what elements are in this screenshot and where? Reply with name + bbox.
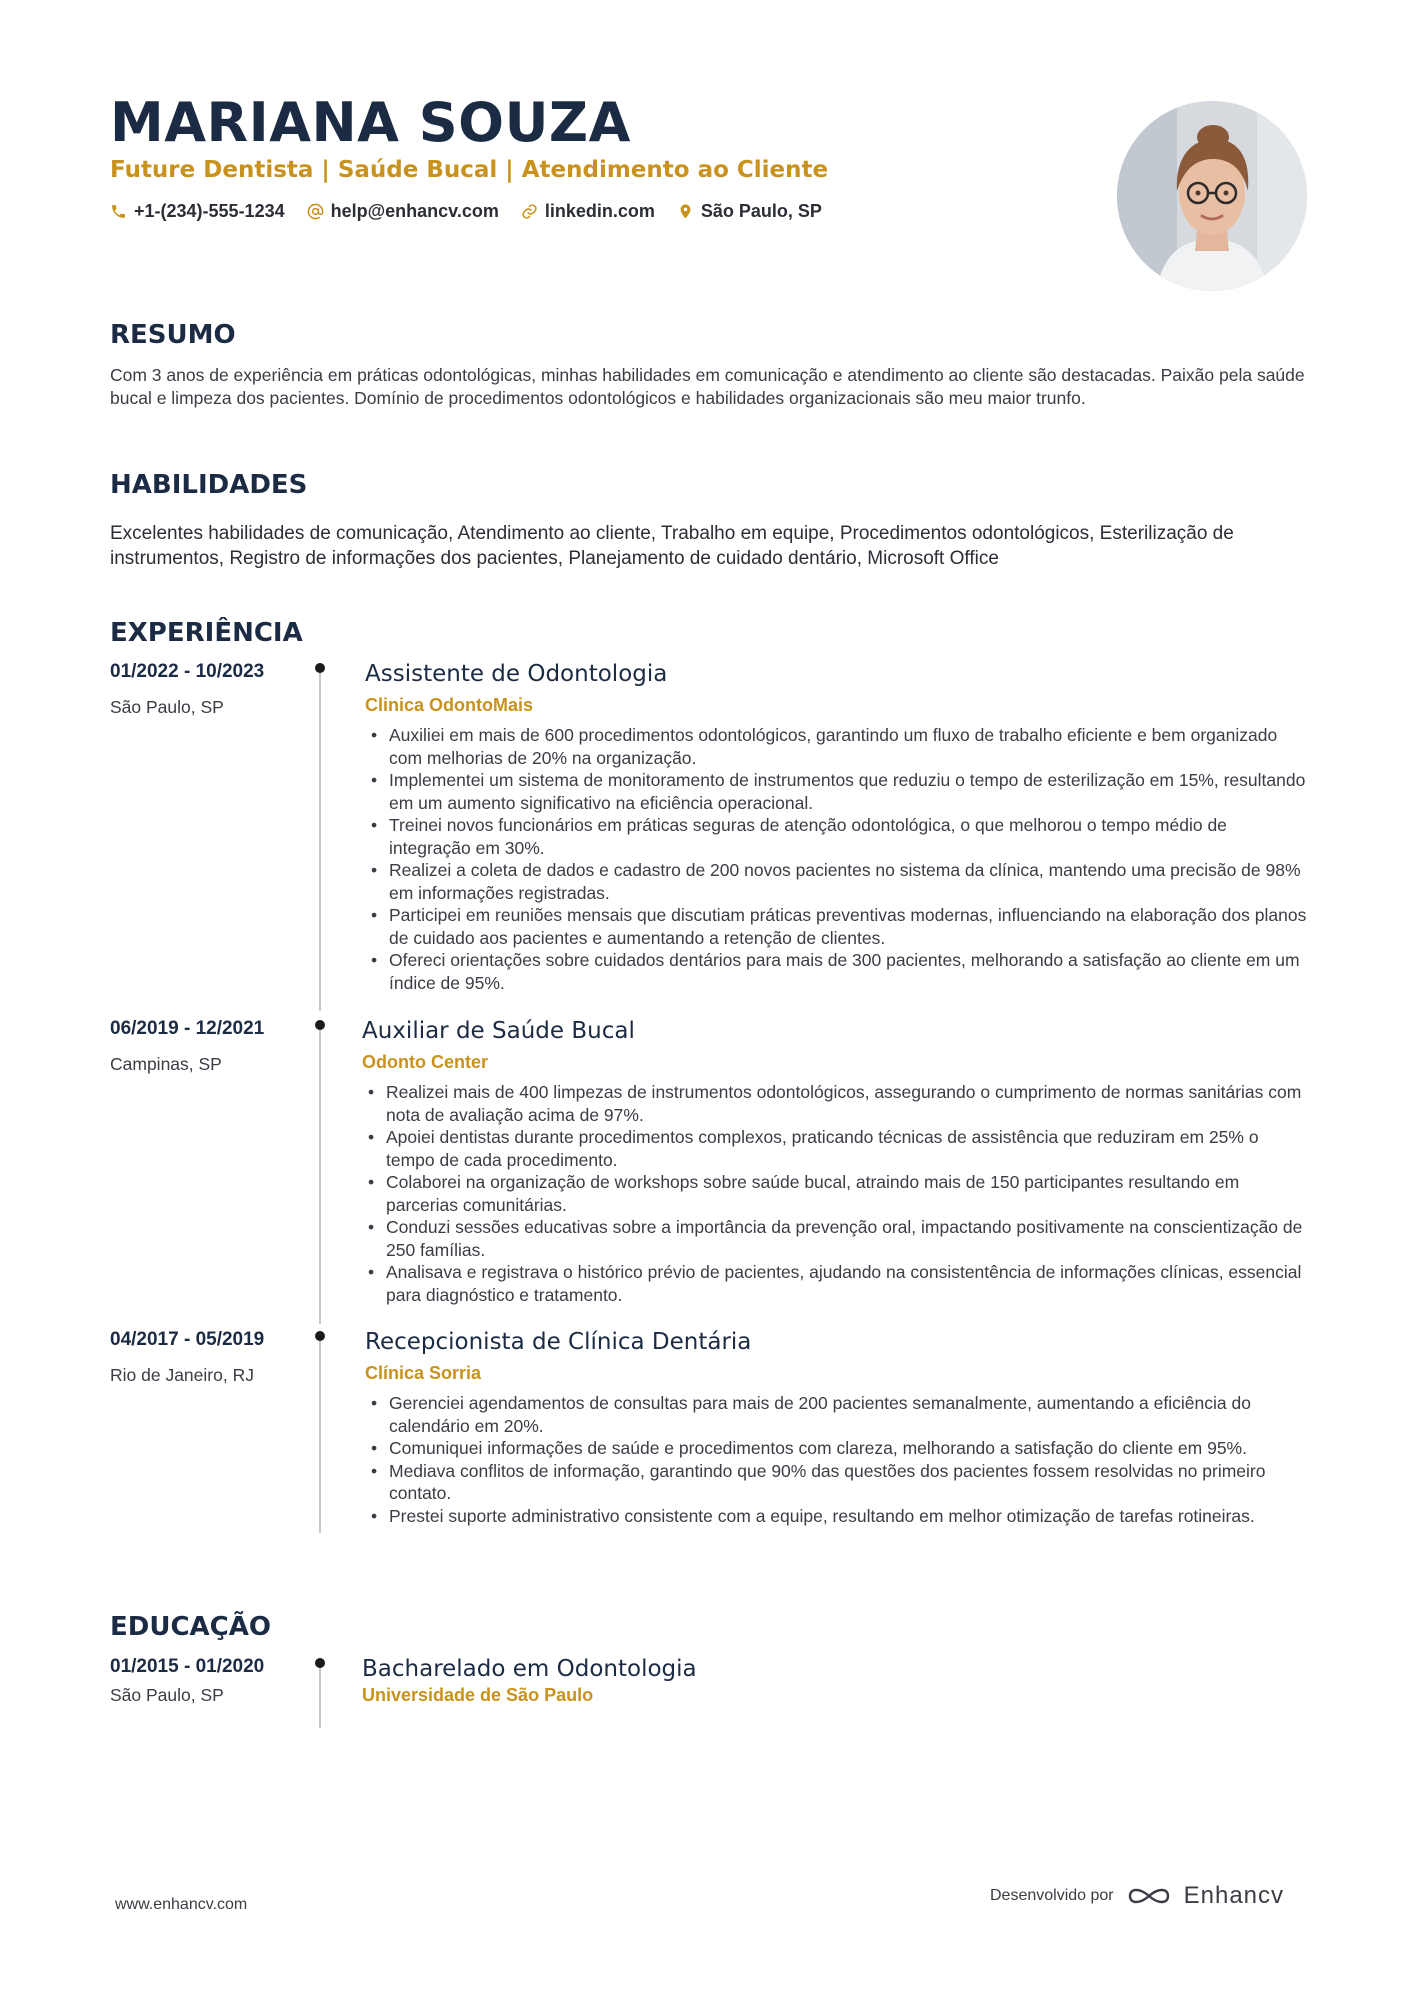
entry-role: Auxiliar de Saúde Bucal bbox=[362, 1018, 635, 1044]
entry-role: Assistente de Odontologia bbox=[365, 661, 668, 687]
bullet-item: • Auxiliei em mais de 600 procedimentos odontológicos, garantindo um fluxo de trabalho eficiente e bem organizado com melhorias de 20% na organização. bbox=[367, 724, 1307, 769]
entry-degree: Bacharelado em Odontologia bbox=[362, 1656, 697, 1682]
footer-branding bbox=[990, 1882, 1284, 1910]
skills-text: Excelentes habilidades de comunicação, Atendimento ao cliente, Trabalho em equipe, Procedimentos odontológicos, Esterilização de instrumentos, Registro de informações dos pacientes, Planejamento de cuidado dentário, Microsoft Office bbox=[110, 523, 1234, 569]
bullet-item: • Prestei suporte administrativo consistente com a equipe, resultando em melhor otimização de tarefas rotineiras. bbox=[367, 1505, 1307, 1528]
timeline-dot bbox=[315, 1658, 325, 1668]
experience-entry bbox=[110, 661, 1310, 1011]
summary-heading: RESUMO bbox=[110, 320, 236, 350]
experience-entry bbox=[110, 1018, 1310, 1318]
contact-email[interactable] bbox=[307, 201, 499, 222]
candidate-tagline: Future Dentista | Saúde Bucal | Atendimento ao Cliente bbox=[110, 157, 829, 183]
entry-location: São Paulo, SP bbox=[110, 697, 224, 717]
bullet-item: • Realizei a coleta de dados e cadastro de 200 novos pacientes no sistema da clínica, mantendo uma precisão de 98% em informações registradas. bbox=[367, 859, 1307, 904]
at-sign-icon bbox=[307, 203, 324, 220]
phone-icon bbox=[110, 203, 127, 220]
bullet-item: • Colaborei na organização de workshops sobre saúde bucal, atraindo mais de 150 participantes resultando em parcerias comunitárias. bbox=[364, 1171, 1304, 1216]
education-heading: EDUCAÇÃO bbox=[110, 1612, 271, 1642]
timeline-line bbox=[319, 1662, 321, 1728]
link-icon bbox=[521, 203, 538, 220]
footer-website[interactable]: www.enhancv.com bbox=[115, 1896, 248, 1913]
linkedin-text: linkedin.com bbox=[544, 201, 655, 221]
bullet-item: • Realizei mais de 400 limpezas de instrumentos odontológicos, assegurando o cumprimento de normas sanitárias com nota de avaliação acima de 97%. bbox=[364, 1081, 1304, 1126]
bullet-item: • Gerenciei agendamentos de consultas para mais de 200 pacientes semanalmente, aumentando a eficiência do calendário em 20%. bbox=[367, 1392, 1307, 1437]
entry-location: São Paulo, SP bbox=[110, 1685, 224, 1705]
entry-date: 01/2022 - 10/2023 bbox=[110, 661, 265, 682]
timeline-dot bbox=[315, 1331, 325, 1341]
email-text: help@enhancv.com bbox=[330, 201, 499, 221]
bullet-item: • Comuniquei informações de saúde e procedimentos com clareza, melhorando a satisfação do cliente em 95%. bbox=[367, 1437, 1307, 1460]
timeline-line bbox=[319, 1024, 321, 1324]
contact-phone[interactable] bbox=[110, 201, 285, 222]
profile-photo bbox=[1117, 101, 1307, 291]
location-pin-icon bbox=[677, 203, 694, 220]
bullet-item: • Treinei novos funcionários em práticas seguras de atenção odontológica, o que melhorou o tempo médio de integração em 30%. bbox=[367, 814, 1307, 859]
bullet-item: • Implementei um sistema de monitoramento de instrumentos que reduziu o tempo de esterilização em 15%, resultando em um aumento significativo na eficiência operacional. bbox=[367, 769, 1307, 814]
entry-date: 01/2015 - 01/2020 bbox=[110, 1656, 265, 1677]
entry-school: Universidade de São Paulo bbox=[362, 1685, 594, 1705]
entry-company: Clinica OdontoMais bbox=[365, 695, 534, 715]
entry-date: 04/2017 - 05/2019 bbox=[110, 1329, 265, 1350]
entry-bullets bbox=[367, 1392, 1307, 1527]
phone-text: +1-(234)-555-1234 bbox=[134, 201, 285, 221]
location-text: São Paulo, SP bbox=[700, 201, 822, 221]
bullet-item: • Conduzi sessões educativas sobre a importância da prevenção oral, impactando positivamente na conscientização de 250 famílias. bbox=[364, 1216, 1304, 1261]
candidate-name: MARIANA SOUZA bbox=[110, 91, 631, 154]
entry-role: Recepcionista de Clínica Dentária bbox=[365, 1329, 752, 1355]
bullet-item: • Mediava conflitos de informação, garantindo que 90% das questões dos pacientes fossem resolvidas no primeiro contato. bbox=[367, 1460, 1307, 1505]
timeline-dot bbox=[315, 1020, 325, 1030]
timeline-line bbox=[319, 1335, 321, 1533]
timeline-line bbox=[319, 667, 321, 1011]
enhancv-brand: Enhancv bbox=[1183, 1882, 1285, 1909]
bullet-item: • Apoiei dentistas durante procedimentos complexos, praticando técnicas de assistência que reduziram em 25% o tempo de cada procedimento. bbox=[364, 1126, 1304, 1171]
summary-text: Com 3 anos de experiência em práticas odontológicas, minhas habilidades em comunicação e atendimento ao cliente são destacadas. Paixão pela saúde bucal e limpeza dos pacientes. Domínio de procedimentos odontológicos e habilidades organizacionais são meu maior trunfo. bbox=[110, 365, 1305, 408]
contact-bar bbox=[110, 201, 822, 222]
entry-bullets bbox=[367, 724, 1307, 994]
entry-date: 06/2019 - 12/2021 bbox=[110, 1018, 265, 1039]
bullet-item: • Ofereci orientações sobre cuidados dentários para mais de 300 pacientes, melhorando a satisfação ao cliente em um índice de 95%. bbox=[367, 949, 1307, 994]
entry-bullets bbox=[364, 1081, 1304, 1306]
portrait-illustration bbox=[1117, 101, 1307, 291]
contact-location bbox=[677, 201, 822, 222]
bullet-item: • Analisava e registrava o histórico prévio de pacientes, ajudando na consistentência de informações clínicas, essencial para diagnóstico e tratamento. bbox=[364, 1261, 1304, 1306]
experience-heading: EXPERIÊNCIA bbox=[110, 618, 303, 648]
entry-company: Clínica Sorria bbox=[365, 1363, 482, 1383]
contact-linkedin[interactable] bbox=[521, 201, 655, 222]
skills-heading: HABILIDADES bbox=[110, 470, 308, 500]
enhancv-logo-icon bbox=[1126, 1883, 1172, 1909]
entry-location: Campinas, SP bbox=[110, 1054, 222, 1074]
experience-entry bbox=[110, 1329, 1310, 1534]
bullet-item: • Participei em reuniões mensais que discutiam práticas preventivas modernas, influenciando na elaboração dos planos de cuidado aos pacientes e aumentando a retenção de clientes. bbox=[367, 904, 1307, 949]
entry-location: Rio de Janeiro, RJ bbox=[110, 1365, 254, 1385]
education-entry bbox=[110, 1656, 1310, 1726]
powered-by-label: Desenvolvido por bbox=[990, 1887, 1114, 1904]
timeline-dot bbox=[315, 663, 325, 673]
entry-company: Odonto Center bbox=[362, 1052, 488, 1072]
